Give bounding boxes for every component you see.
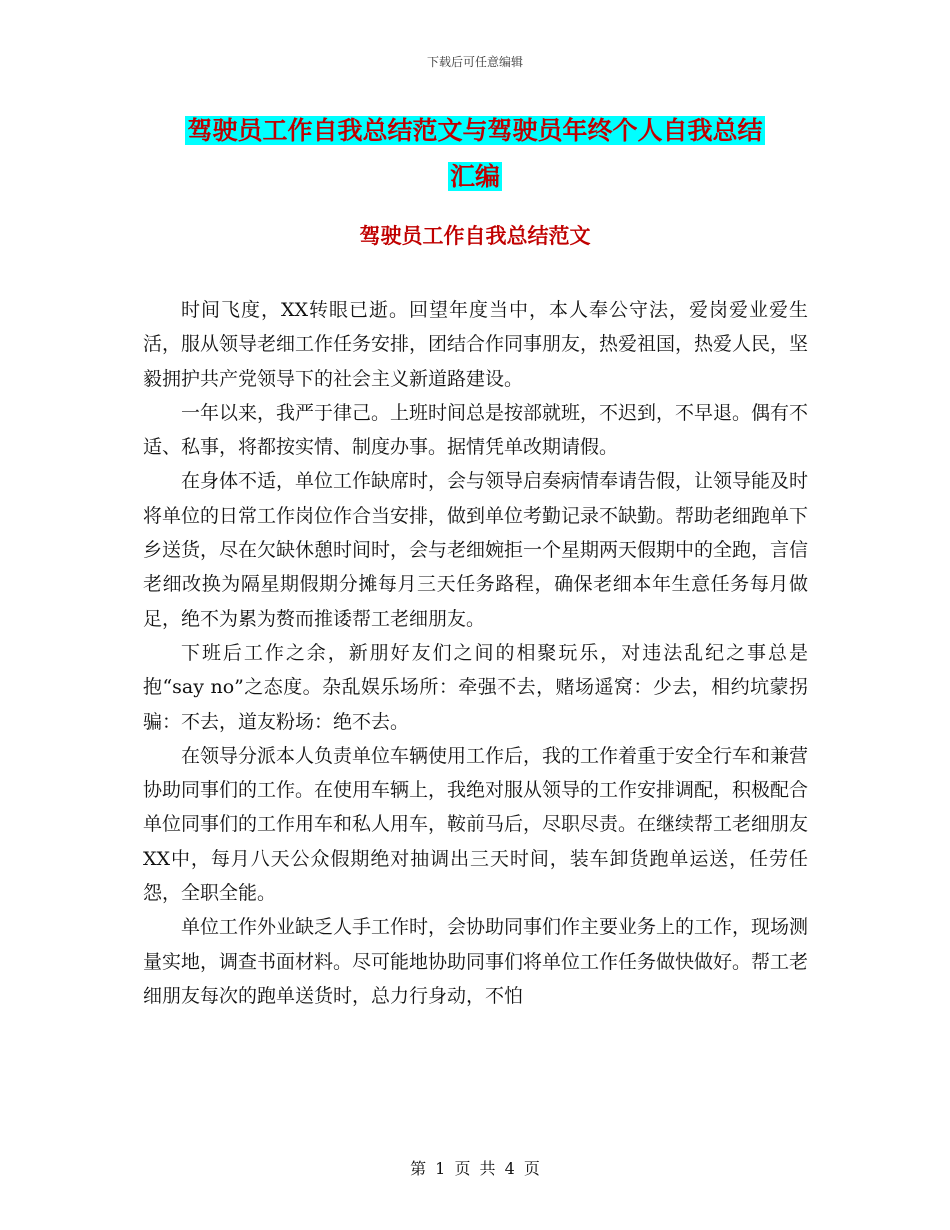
paragraph: 一年以来，我严于律己。上班时间总是按部就班，不迟到，不早退。偶有不适、私事，将都按实情、制度办事。据情凭单改期请假。 — [143, 401, 809, 459]
body-text — [143, 293, 808, 1013]
section-title: 驾驶员工作自我总结范文 — [359, 223, 591, 248]
paragraph: 时间飞度，XX转眼已逝。回望年度当中，本人奉公守法，爱岗爱业爱生活，服从领导老细工作任务安排，团结合作同事朋友，热爱祖国，热爱人民，坚毅拥护共产党领导下的社会主义新道路建设。 — [143, 299, 809, 390]
document-title — [140, 108, 810, 200]
page-footer: 第 1 页 共 4 页 — [410, 1159, 540, 1178]
paragraph: 下班后工作之余，新朋好友们之间的相聚玩乐，对违法乱纪之事总是抱“say no”之态度。杂乱娱乐场所：牵强不去，赌场遥窝：少去，相约坑蒙拐骗：不去，道友粉场：绝不去。 — [143, 641, 808, 733]
title-line-1: 驾驶员工作自我总结范文与驾驶员年终个人自我总结 — [187, 116, 763, 145]
paragraph: 单位工作外业缺乏人手工作时，会协助同事们作主要业务上的工作，现场测量实地，调查书面材料。尽可能地协助同事们将单位工作任务做快做好。帮工老细朋友每次的跑单送货时，总力行身动，不怕 — [143, 916, 809, 1007]
title-line-2: 汇编 — [449, 162, 500, 191]
paragraph: 在领导分派本人负责单位车辆使用工作后，我的工作着重于安全行车和兼营协助同事们的工作。在使用车辆上，我绝对服从领导的工作安排调配，积极配合单位同事们的工作用车和私人用车，鞍前马后，尽职尽责。在继续帮工老细朋友XX中，每月八天公众假期绝对抽调出三天时间，装车卸货跑单运送，任劳任怨，全职全能。 — [143, 744, 809, 905]
paragraph: 在身体不适，单位工作缺席时，会与领导启奏病情奉请告假，让领导能及时将单位的日常工作岗位作合当安排，做到单位考勤记录不缺勤。帮助老细跑单下乡送货，尽在欠缺休憩时间时，会与老细婉拒一个星期两天假期中的全跑，言信老细改换为隔星期假期分摊每月三天任务路程，确保老细本年生意任务每月做足，绝不为累为赘而推诿帮工老细朋友。 — [143, 470, 809, 630]
header-note: 下载后可任意编辑 — [426, 55, 523, 69]
